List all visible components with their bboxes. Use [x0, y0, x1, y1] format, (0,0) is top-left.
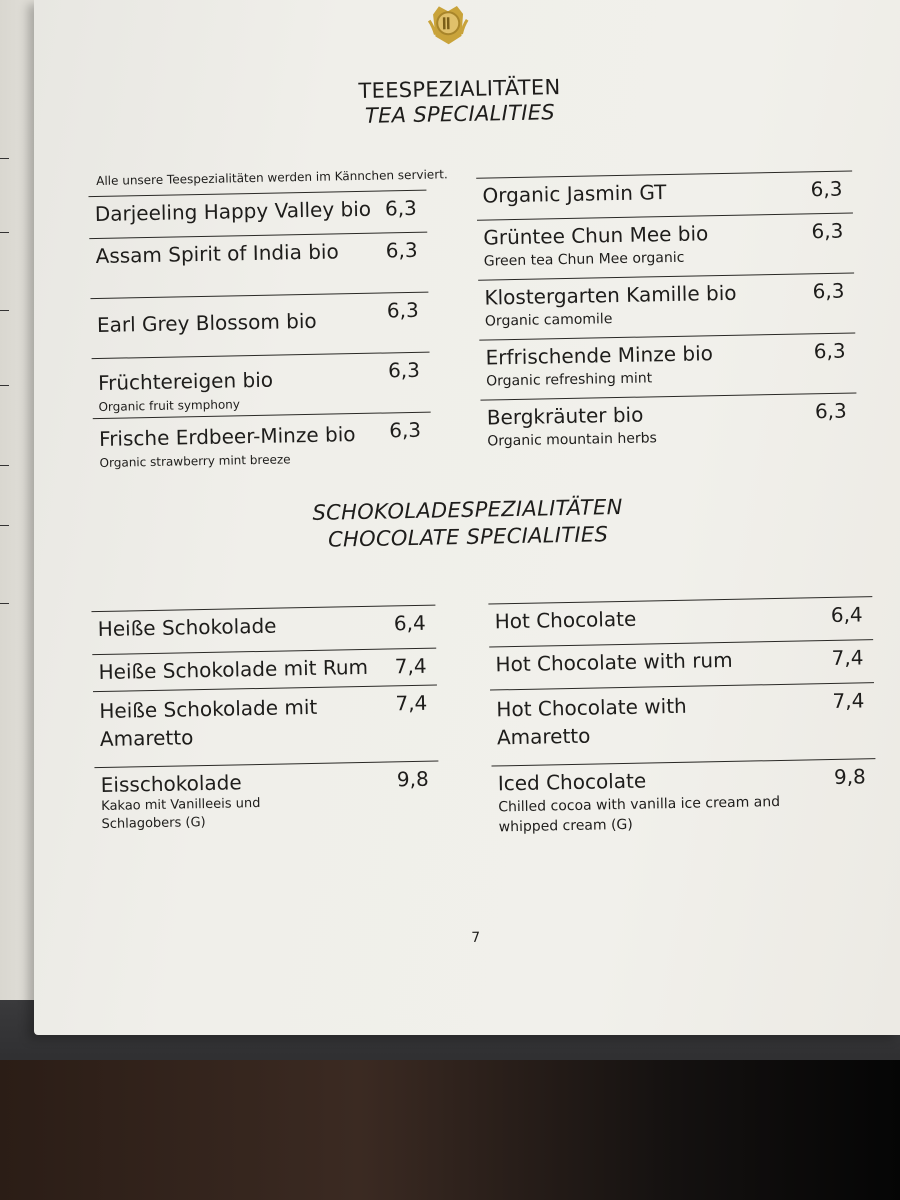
menu-item: [477, 212, 854, 279]
menu-item: [94, 761, 439, 842]
item-price: 6,4: [393, 610, 426, 636]
item-price: 6,3: [812, 278, 845, 304]
item-price: 6,3: [813, 338, 846, 364]
item-description: Organic refreshing mint: [485, 370, 653, 390]
item-name: Bergkräuter bio: [486, 402, 644, 430]
item-price: 7,4: [832, 688, 865, 713]
chocolate-title-en: CHOCOLATE SPECIALITIES: [327, 522, 609, 552]
crest-logo: [425, 0, 472, 47]
item-name: Grüntee Chun Mee bio: [483, 221, 709, 250]
menu-item: [92, 352, 431, 418]
menu-item: [490, 682, 875, 765]
tea-title-en: TEA SPECIALITIES: [364, 100, 556, 128]
item-name: Heiße Schokolade mit Rum: [98, 654, 369, 685]
menu-item: [88, 190, 427, 238]
item-name: Hot Chocolate: [494, 606, 637, 634]
item-name: Erfrischende Minze bio: [485, 341, 714, 370]
tea-title-de: TEESPEZIALITÄTEN: [358, 75, 561, 103]
item-price: 6,3: [811, 218, 844, 244]
page-edge-mark: [0, 385, 9, 386]
item-price: 6,3: [388, 417, 422, 443]
chocolate-menu-left: [91, 605, 439, 842]
item-description: Organic fruit symphony: [98, 397, 241, 415]
menu-item: [476, 170, 853, 219]
item-name: Heiße Schokolade mit Amaretto: [99, 694, 318, 752]
item-price: 6,3: [810, 176, 843, 202]
item-name: Organic Jasmin GT: [482, 180, 667, 208]
page-edge-mark: [0, 232, 9, 233]
menu-page: [34, 0, 900, 1035]
item-price: 6,3: [385, 237, 418, 263]
item-price: 7,4: [395, 690, 428, 716]
menu-item: [488, 596, 873, 646]
chocolate-menu-right: [488, 596, 876, 839]
tea-serving-note: Alle unsere Teespezialitäten werden im Kännchen serviert.: [96, 167, 448, 189]
item-price: 6,3: [814, 398, 847, 424]
menu-item: [480, 392, 857, 459]
item-description: Organic mountain herbs: [487, 430, 657, 450]
item-name: Hot Chocolate with Amaretto: [496, 693, 687, 750]
menu-item: [93, 685, 438, 768]
menu-item: [91, 605, 436, 655]
menu-item: [491, 758, 876, 839]
item-description: Chilled cocoa with vanilla ice cream and whipped cream (G): [498, 793, 781, 836]
menu-item: [90, 292, 429, 358]
table-surface: [0, 1060, 900, 1200]
tea-menu-right: [476, 170, 857, 459]
item-name: Frische Erdbeer-Minze bio: [98, 422, 356, 451]
menu-item: [89, 232, 428, 298]
menu-item: [478, 272, 855, 339]
chocolate-title-de: SCHOKOLADESPEZIALITÄTEN: [312, 494, 623, 525]
item-name: Früchtereigen bio: [97, 367, 274, 396]
item-name: Eisschokolade: [100, 770, 242, 798]
item-name: Iced Chocolate: [497, 768, 647, 796]
item-name: Earl Grey Blossom bio: [96, 308, 317, 338]
menu-item: [93, 412, 432, 476]
page-edge-mark: [0, 158, 9, 159]
item-price: 6,3: [384, 195, 417, 221]
page-edge-mark: [0, 603, 9, 604]
item-description: Green tea Chun Mee organic: [483, 249, 685, 270]
item-price: 7,4: [394, 653, 427, 679]
item-description: Kakao mit Vanilleeis und Schlagobers (G): [101, 795, 261, 833]
item-price: 6,3: [387, 357, 421, 383]
page-edge-mark: [0, 465, 9, 466]
item-description: Organic strawberry mint breeze: [99, 452, 291, 470]
menu-item: [479, 332, 856, 399]
item-name: Darjeeling Happy Valley bio: [94, 196, 372, 227]
page-number: 7: [471, 929, 481, 946]
menu-item: [489, 639, 874, 689]
item-name: Heiße Schokolade: [97, 613, 277, 642]
tea-menu-left: [88, 190, 431, 476]
item-price: 9,8: [396, 766, 429, 792]
item-name: Hot Chocolate with rum: [495, 647, 733, 677]
page-edge-mark: [0, 525, 9, 526]
page-edge-mark: [0, 310, 9, 311]
item-price: 6,3: [386, 297, 419, 323]
item-price: 9,8: [833, 764, 866, 789]
item-price: 6,4: [830, 602, 863, 627]
item-price: 7,4: [831, 645, 864, 670]
item-description: Organic camomile: [484, 311, 613, 330]
item-name: Assam Spirit of India bio: [95, 239, 339, 269]
item-name: Klostergarten Kamille bio: [484, 280, 737, 310]
